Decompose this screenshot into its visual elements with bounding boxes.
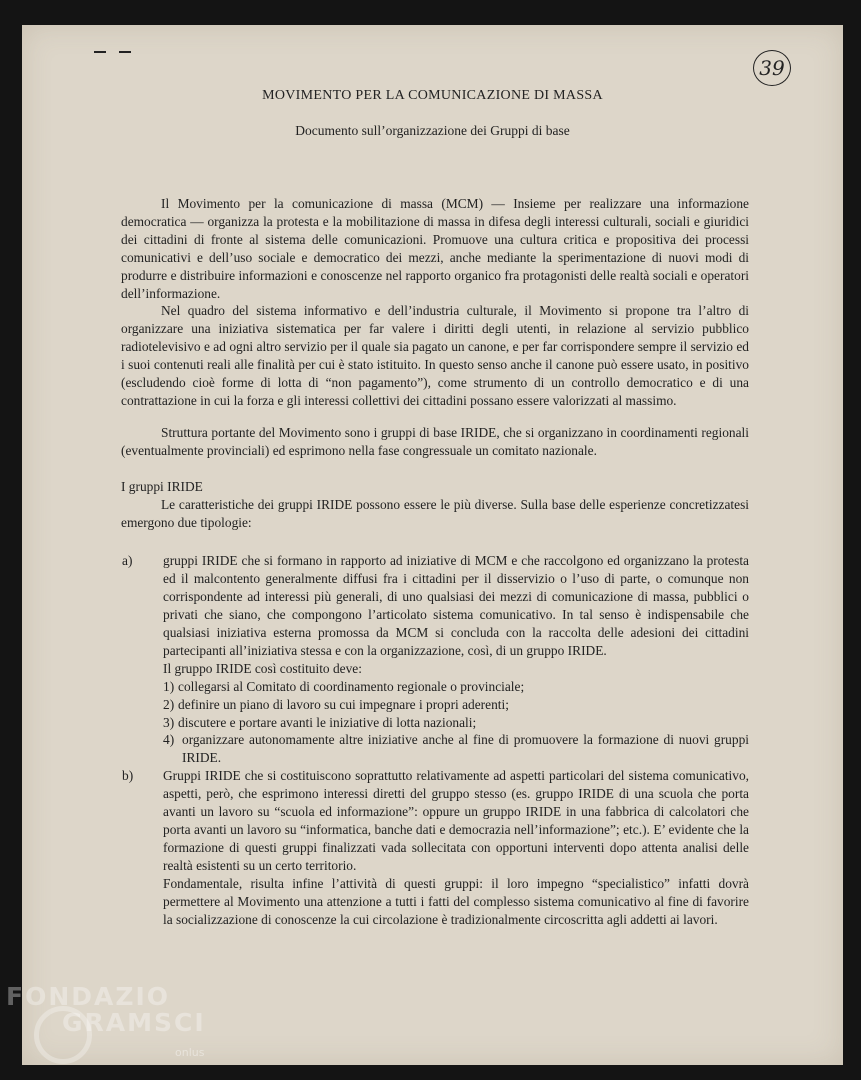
duty-line xyxy=(163,696,749,714)
duty-line xyxy=(163,714,749,732)
duties-intro: Il gruppo IRIDE così costituito deve: xyxy=(163,660,362,676)
pen-mark xyxy=(119,51,131,53)
watermark-line3: onlus xyxy=(175,1046,205,1059)
duty-number: 1) xyxy=(163,678,175,694)
document-subtitle: Documento sull’organizzazione dei Gruppi di base xyxy=(295,123,570,138)
duty-text: collegarsi al Comitato di coordinamento regionale o provinciale; xyxy=(178,678,525,694)
duty-number: 4) xyxy=(163,732,175,748)
watermark-line1: FONDAZIO xyxy=(6,982,171,1011)
page-number: 39 xyxy=(753,50,791,86)
duty-text: definire un piano di lavoro su cui impegnare i propri aderenti; xyxy=(178,696,509,712)
list-item-a xyxy=(121,552,749,767)
list-item-text: gruppi IRIDE che si formano in rapporto ad iniziative di MCM e che raccolgono ed organizzano la protesta ed il malcontento generalmente diffusi fra i cittadini per il disservizio o l’uso di parte, o comunque non corrispondente ad interessi più generali, di uno qualsiasi dei mezzi di comunicazione di massa, pubblici o privati che siano, che compongono l’articolato sistema comunicativo. In tal senso è indispensabile che qualsiasi iniziativa esterna promossa da MCM si concluda con la raccolta delle adesioni dei cittadini partecipanti all’iniziativa stessa e con la organizzazione, così, di un gruppo IRIDE. xyxy=(163,553,749,658)
pen-mark xyxy=(94,51,106,53)
duty-text: discutere e portare avanti le iniziative di lotta nazionali; xyxy=(178,714,477,730)
duty-number: 3) xyxy=(163,714,175,730)
list-marker: a) xyxy=(122,553,133,569)
list-item-b xyxy=(121,767,749,928)
duty-line xyxy=(163,678,749,696)
section-intro: Le caratteristiche dei gruppi IRIDE possono essere le più diverse. Sulla base delle esperienze concretizzatesi emergono due tipologie: xyxy=(121,496,749,530)
document-title: MOVIMENTO PER LA COMUNICAZIONE DI MASSA xyxy=(262,88,603,103)
list-item-text: Gruppi IRIDE che si costituiscono soprattutto relativamente ad aspetti particolari del sistema comunicativo, aspetti, però, che esprimono interessi diretti del gruppo stesso (es. gruppo IRIDE di una scuola che porta avanti un lavoro su “scuola ed informazione”: oppure un gruppo IRIDE in una fabbrica di calcolatori che porta avanti un lavoro su “informatica, banche dati e democrazia nell’informazione”; etc.). E’ evidente che la formazione di questi gruppi finalizzati vada sollecitata con opportuni interventi dopo attenta analisi delle realtà esistenti su un certo territorio. xyxy=(163,768,749,873)
paragraph: Struttura portante del Movimento sono i gruppi di base IRIDE, che si organizzano in coordinamenti regionali (eventualmente provinciali) ed esprimono nella fase congressuale un comitato nazionale. xyxy=(121,424,749,458)
duty-text: organizzare autonomamente altre iniziative anche al fine di promuovere la formazione di nuovi gruppi IRIDE. xyxy=(182,732,749,766)
section-heading: I gruppi IRIDE xyxy=(121,478,203,494)
paragraph: Nel quadro del sistema informativo e dell’industria culturale, il Movimento si propone tra l’altro di organizzare una iniziativa sistematica per far valere i diritti degli utenti, in relazione al servizio pubblico radiotelevisivo e ad ogni altro servizio per il quale sia pagato un canone, e per far corrispondere sempre il servizio ed i suoi contenuti reali alle finalità per cui è stato istituito. In questo senso anche il canone può essere usato, in positivo (escludendo cioè forme di lotta di “non pagamento”), come strumento di un controllo democratico e di una contrattazione in cui la forza e gli interessi collettivi dei cittadini possano essere valorizzati al massimo. xyxy=(121,303,749,408)
list-item-extra: Fondamentale, risulta infine l’attività di questi gruppi: il loro impegno “specialistico” infatti dovrà permettere al Movimento una attenzione a tutti i fatti del complesso sistema comunicativo al fine di favorire la socializzazione di conoscenze la cui circolazione è tradizionalmente circoscritta agli addetti ai lavori. xyxy=(163,875,749,927)
duty-line xyxy=(163,731,749,767)
document-page xyxy=(22,25,843,1065)
duty-number: 2) xyxy=(163,696,175,712)
list-marker: b) xyxy=(122,768,134,784)
watermark-line2: GRAMSCI xyxy=(62,1008,206,1037)
paragraph: Il Movimento per la comunicazione di massa (MCM) — Insieme per realizzare una informazione democratica — organizza la protesta e la mobilitazione di massa in difesa degli interessi culturali, sociali e giuridici dei cittadini di fronte al sistema delle comunicazioni. Promuove una cultura critica e propositiva dei processi comunicativi e dell’uso sociale e democratico dei mezzi, anche mediante la sperimentazione di nuovi modi di produrre e distribuire informazioni e conoscenze nel rapporto organico fra protagonisti delle realtà sociali e operatori dell’informazione. xyxy=(121,196,749,301)
document-body xyxy=(121,195,749,928)
